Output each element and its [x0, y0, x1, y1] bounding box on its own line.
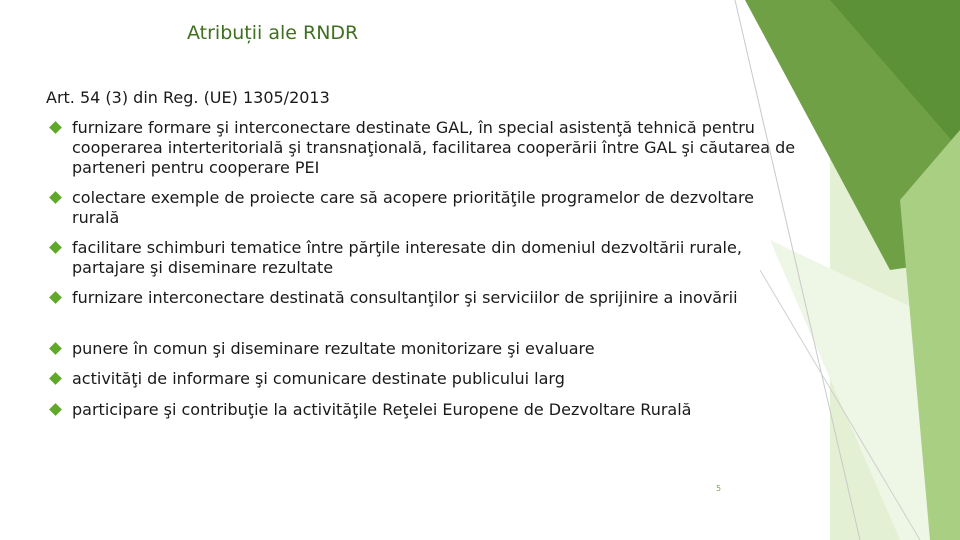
diamond-bullet-icon — [49, 372, 62, 385]
bullet-text: participare şi contribuţie la activităţile Reţelei Europene de Dezvoltare Rurală — [72, 400, 692, 419]
list-item — [46, 188, 806, 228]
list-item — [46, 400, 806, 420]
list-item — [46, 238, 806, 278]
bullet-text: colectare exemple de proiecte care să acopere priorităţile programelor de dezvoltare rurală — [72, 188, 755, 227]
bullet-text: activităţi de informare şi comunicare destinate publicului larg — [72, 369, 565, 388]
diamond-bullet-icon — [49, 403, 62, 416]
list-item — [46, 288, 806, 308]
slide-title: Atribuții ale RNDR — [187, 22, 359, 44]
bullet-text: punere în comun şi diseminare rezultate monitorizare şi evaluare — [72, 339, 595, 358]
diamond-bullet-icon — [49, 241, 62, 254]
page-number: 5 — [716, 484, 722, 493]
list-item — [46, 339, 806, 359]
diamond-bullet-icon — [49, 291, 62, 304]
diamond-bullet-icon — [49, 121, 62, 134]
bullet-text: furnizare formare şi interconectare destinate GAL, în special asistenţă tehnică pentru cooperarea interteritorială şi transnaţională, facilitarea cooperării între GAL şi căutarea de parteneri pentru cooperare PEI — [72, 118, 796, 177]
list-item — [46, 118, 806, 178]
intro-reference: Art. 54 (3) din Reg. (UE) 1305/2013 — [46, 88, 330, 107]
diamond-bullet-icon — [49, 191, 62, 204]
list-item — [46, 369, 806, 389]
bullet-text: facilitare schimburi tematice între părţile interesate din domeniul dezvoltării rurale, partajare şi diseminare rezultate — [72, 238, 742, 277]
diamond-bullet-icon — [49, 342, 62, 355]
bullet-text: furnizare interconectare destinată consultanţilor şi serviciilor de sprijinire a inovării — [72, 288, 738, 307]
